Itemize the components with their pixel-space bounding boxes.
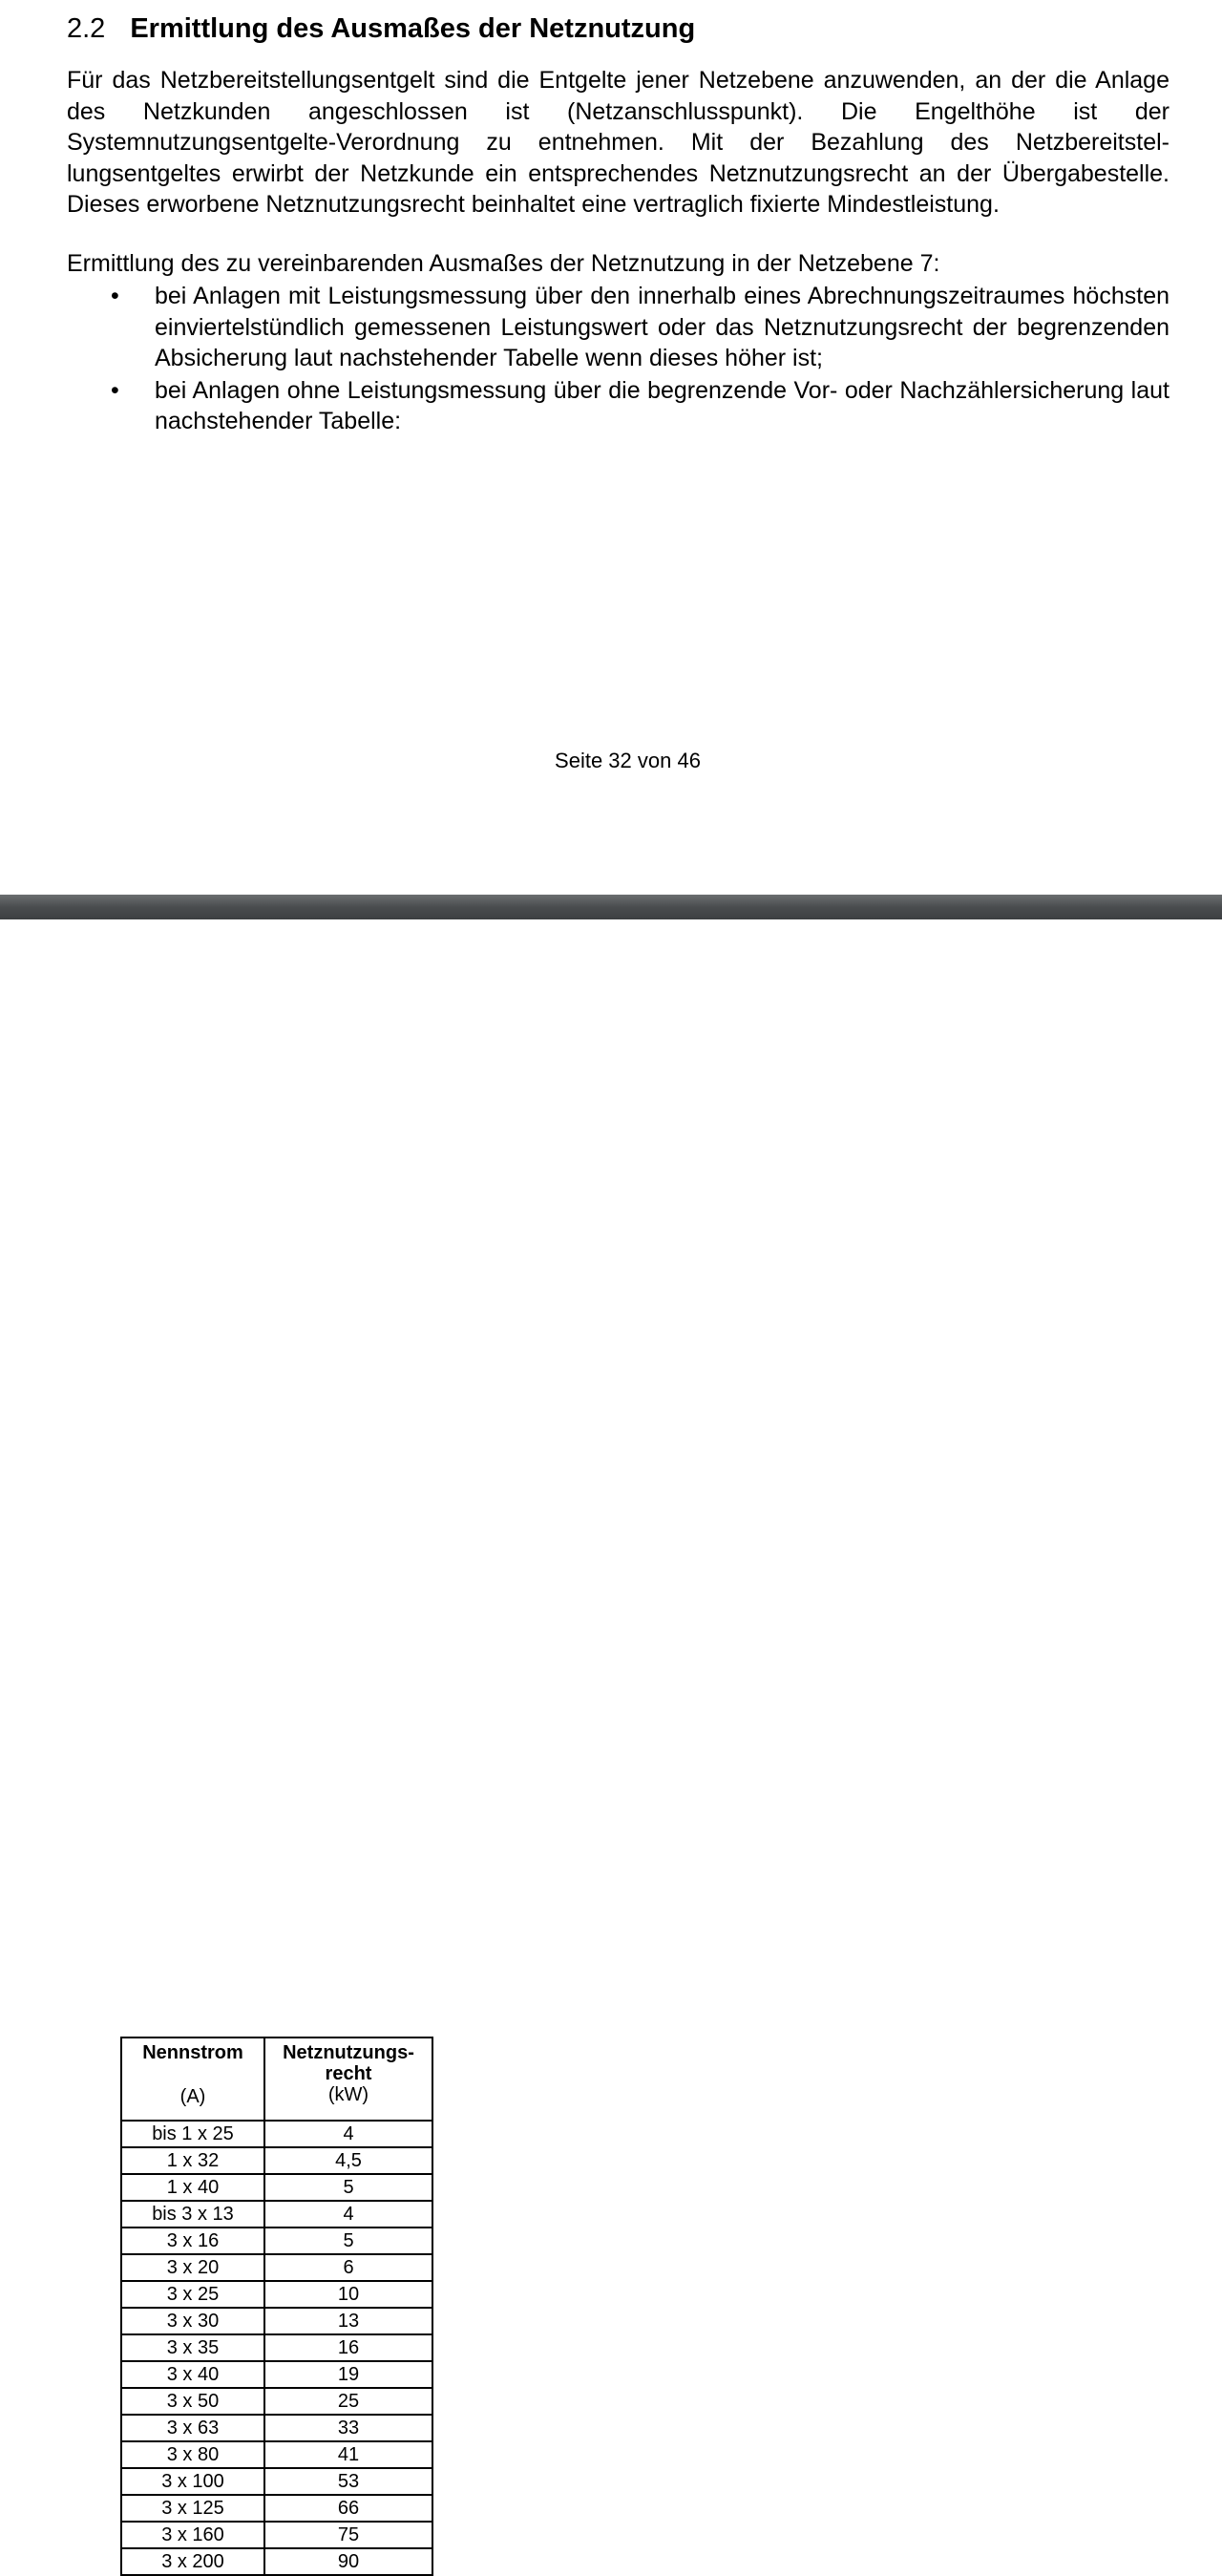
- table-row: [121, 2468, 432, 2495]
- leistung-cell: 19: [264, 2361, 432, 2388]
- bullet-item: [67, 281, 1169, 374]
- nennstrom-cell: 3 x 20: [121, 2254, 264, 2281]
- table-header-row: [121, 2038, 432, 2121]
- leistung-cell: 5: [264, 2228, 432, 2254]
- page-footer: Seite 32 von 46: [555, 749, 701, 772]
- nennstrom-cell: 3 x 63: [121, 2415, 264, 2441]
- table-body: [121, 2121, 432, 2575]
- table-row: [121, 2415, 432, 2441]
- nennstrom-cell: 3 x 80: [121, 2441, 264, 2468]
- leistung-cell: 13: [264, 2308, 432, 2334]
- header-unit: (kW): [327, 2084, 369, 2105]
- nennstrom-cell: bis 1 x 25: [121, 2121, 264, 2147]
- leistung-cell: 66: [264, 2495, 432, 2522]
- header-label: recht: [325, 2063, 372, 2084]
- table-row: [121, 2388, 432, 2415]
- body-paragraph: Für das Netzbereitstellungsentgelt sind die Entgelte jener Netzebene anzuwenden, an der die Anlage des Netzkunden angeschlossen ist (Netzanschlusspunkt). Die Engelthöhe ist der Systemnutzungsentgelte-Verordnung zu entnehmen. Mit der Bezahlung des Netzbereitstellungsentgeltes erwirbt der Netzkunde ein entsprechendes Netznutzungsrecht an der Übergabestelle. Dieses erworbene Netznutzungsrecht beinhaltet eine vertraglich fixierte Mindestleistung.: [67, 67, 1169, 218]
- document-page-33: [0, 919, 1222, 2572]
- table-row: [121, 2147, 432, 2174]
- leistung-cell: 10: [264, 2281, 432, 2308]
- table-row: [121, 2121, 432, 2147]
- document-page-32: [0, 0, 1222, 893]
- list-intro: Ermittlung des zu vereinbarenden Ausmaßes der Netznutzung in der Netzebene 7:: [67, 250, 940, 277]
- table-row: [121, 2441, 432, 2468]
- table-row: [121, 2522, 432, 2548]
- leistung-cell: 25: [264, 2388, 432, 2415]
- bullet-text: bei Anlagen mit Leistungsmessung über den innerhalb eines Abrechnungszeitraumes höchsten einviertelstündlich gemessenen Leistungswert oder das Netznutzungsrecht der begrenzenden Absicherung laut nachstehender Tabelle wenn dieses höher ist;: [155, 283, 1169, 371]
- page-separator: [0, 895, 1222, 919]
- table-row: [121, 2361, 432, 2388]
- nennstrom-cell: 3 x 200: [121, 2548, 264, 2575]
- leistung-cell: 4: [264, 2121, 432, 2147]
- nennstrom-cell: bis 3 x 13: [121, 2201, 264, 2228]
- leistung-cell: 16: [264, 2334, 432, 2361]
- nennstrom-cell: 3 x 160: [121, 2522, 264, 2548]
- nennstrom-cell: 1 x 40: [121, 2174, 264, 2201]
- table-row: [121, 2228, 432, 2254]
- leistung-cell: 90: [264, 2548, 432, 2575]
- header-label: Netznutzungs-: [283, 2042, 414, 2063]
- leistung-cell: 5: [264, 2174, 432, 2201]
- bullet-icon: •: [111, 283, 119, 309]
- nennstrom-cell: 3 x 30: [121, 2308, 264, 2334]
- table-row: [121, 2308, 432, 2334]
- netznutzung-table: [120, 2037, 433, 2576]
- bullet-list: [67, 281, 1169, 438]
- leistung-cell: 41: [264, 2441, 432, 2468]
- leistung-cell: 53: [264, 2468, 432, 2495]
- section-number: 2.2: [67, 13, 106, 44]
- bullet-item: [67, 375, 1169, 437]
- leistung-cell: 4,5: [264, 2147, 432, 2174]
- table-row: [121, 2174, 432, 2201]
- leistung-cell: 6: [264, 2254, 432, 2281]
- section-heading: [67, 10, 695, 48]
- nennstrom-cell: 3 x 40: [121, 2361, 264, 2388]
- table-row: [121, 2254, 432, 2281]
- table-row: [121, 2334, 432, 2361]
- table-row: [121, 2201, 432, 2228]
- bullet-text: bei Anlagen ohne Leistungsmessung über die begrenzende Vor- oder Nachzählersicherung laut nachstehender Tabelle:: [155, 376, 1169, 434]
- header-label: Nennstrom: [142, 2042, 243, 2063]
- leistung-cell: 75: [264, 2522, 432, 2548]
- nennstrom-cell: 1 x 32: [121, 2147, 264, 2174]
- header-unit: (A): [179, 2086, 206, 2107]
- nennstrom-cell: 3 x 25: [121, 2281, 264, 2308]
- leistung-cell: 4: [264, 2201, 432, 2228]
- table-row: [121, 2548, 432, 2575]
- table-row: [121, 2495, 432, 2522]
- nennstrom-cell: 3 x 16: [121, 2228, 264, 2254]
- column-header-netznutzungsrecht: [264, 2038, 432, 2121]
- nennstrom-cell: 3 x 50: [121, 2388, 264, 2415]
- bullet-icon: •: [111, 376, 119, 404]
- table-row: [121, 2281, 432, 2308]
- nennstrom-cell: 3 x 35: [121, 2334, 264, 2361]
- nennstrom-cell: 3 x 125: [121, 2495, 264, 2522]
- nennstrom-cell: 3 x 100: [121, 2468, 264, 2495]
- leistung-cell: 33: [264, 2415, 432, 2441]
- section-title: Ermittlung des Ausmaßes der Netznutzung: [130, 13, 696, 44]
- column-header-nennstrom: [121, 2038, 264, 2121]
